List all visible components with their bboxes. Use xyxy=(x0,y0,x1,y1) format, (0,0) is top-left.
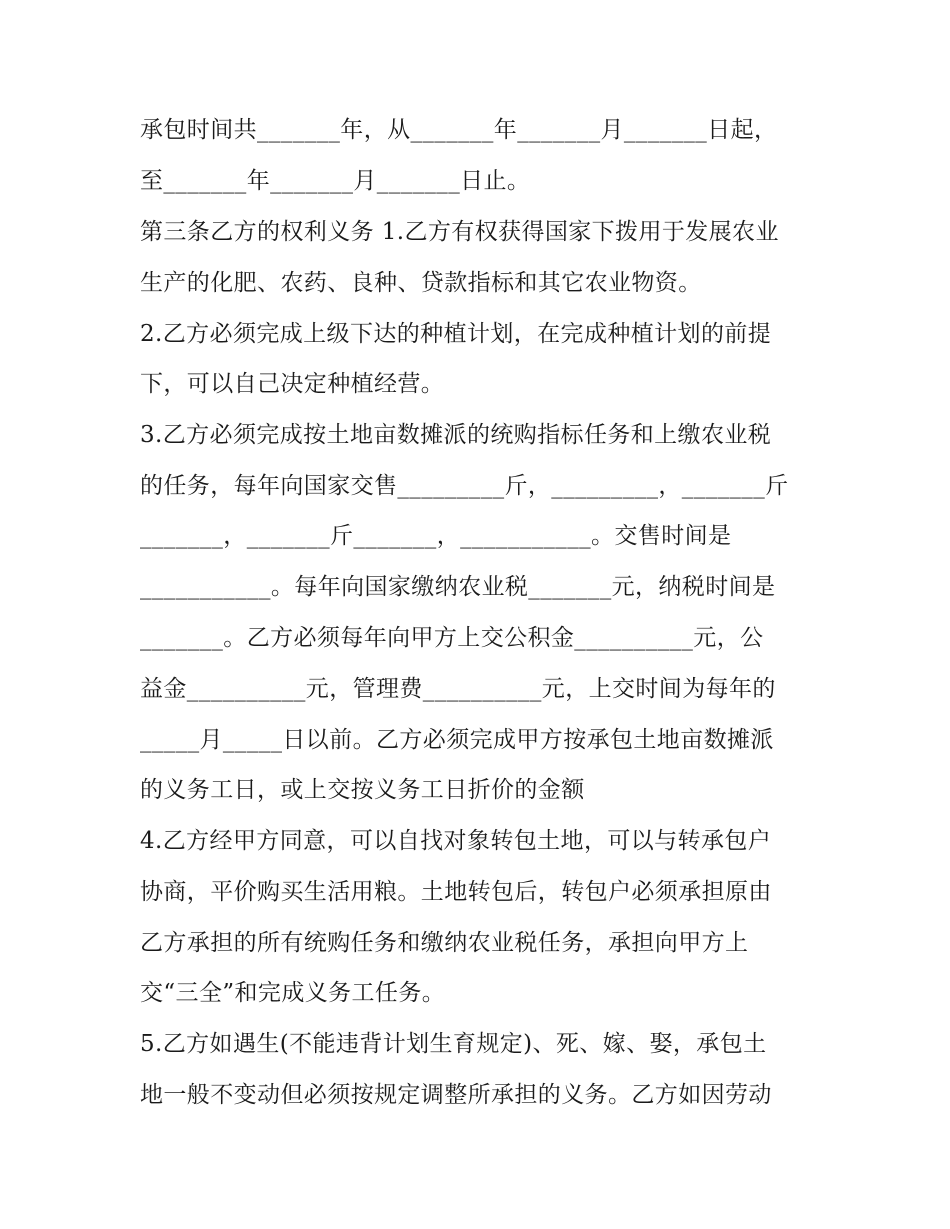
text-line-13: _____月_____日以前。乙方必须完成甲方按承包土地亩数摊派 xyxy=(140,727,774,753)
text-line-15: 4.乙方经甲方同意，可以自找对象转包土地，可以与转承包户 xyxy=(140,828,772,854)
text-line-8: 的任务，每年向国家交售_________斤，_________，_______斤 xyxy=(140,473,789,499)
text-line-7: 3.乙方必须完成按土地亩数摊派的统购指标任务和上缴农业税 xyxy=(140,422,772,448)
text-line-12: 益金__________元，管理费__________元，上交时间为每年的 xyxy=(140,676,776,702)
text-line-14: 的义务工日，或上交按义务工日折价的金额 xyxy=(140,777,585,803)
text-line-2: 至_______年_______月_______日止。 xyxy=(140,168,531,194)
text-line-16: 协商，平价购买生活用粮。土地转包后，转包户必须承担原由 xyxy=(140,879,772,905)
text-line-11: _______。乙方必须每年向甲方上交公积金__________元，公 xyxy=(140,625,764,651)
text-line-18: 交“三全”和完成义务工任务。 xyxy=(140,980,446,1006)
text-line-9: _______，_______斤_______，___________。交售时间是 xyxy=(140,523,732,549)
text-line-17: 乙方承担的所有统购任务和缴纳农业税任务，承担向甲方上 xyxy=(140,930,749,956)
text-line-1: 承包时间共_______年，从_______年_______月_______日起， xyxy=(140,117,778,143)
text-line-20: 地一般不变动但必须按规定调整所承担的义务。乙方如因劳动 xyxy=(140,1082,772,1108)
text-line-10: ___________。每年向国家缴纳农业税_______元，纳税时间是 xyxy=(140,574,776,600)
text-line-6: 下，可以自己决定种植经营。 xyxy=(140,371,445,397)
text-line-3: 第三条乙方的权利义务 1.乙方有权获得国家下拨用于发展农业 xyxy=(140,219,779,245)
text-line-19: 5.乙方如遇生(不能违背计划生育规定)、死、嫁、娶，承包土 xyxy=(140,1031,767,1057)
text-line-5: 2.乙方必须完成上级下达的种植计划，在完成种植计划的前提 xyxy=(140,321,772,347)
text-line-4: 生产的化肥、农药、良种、贷款指标和其它农业物资。 xyxy=(140,270,702,296)
